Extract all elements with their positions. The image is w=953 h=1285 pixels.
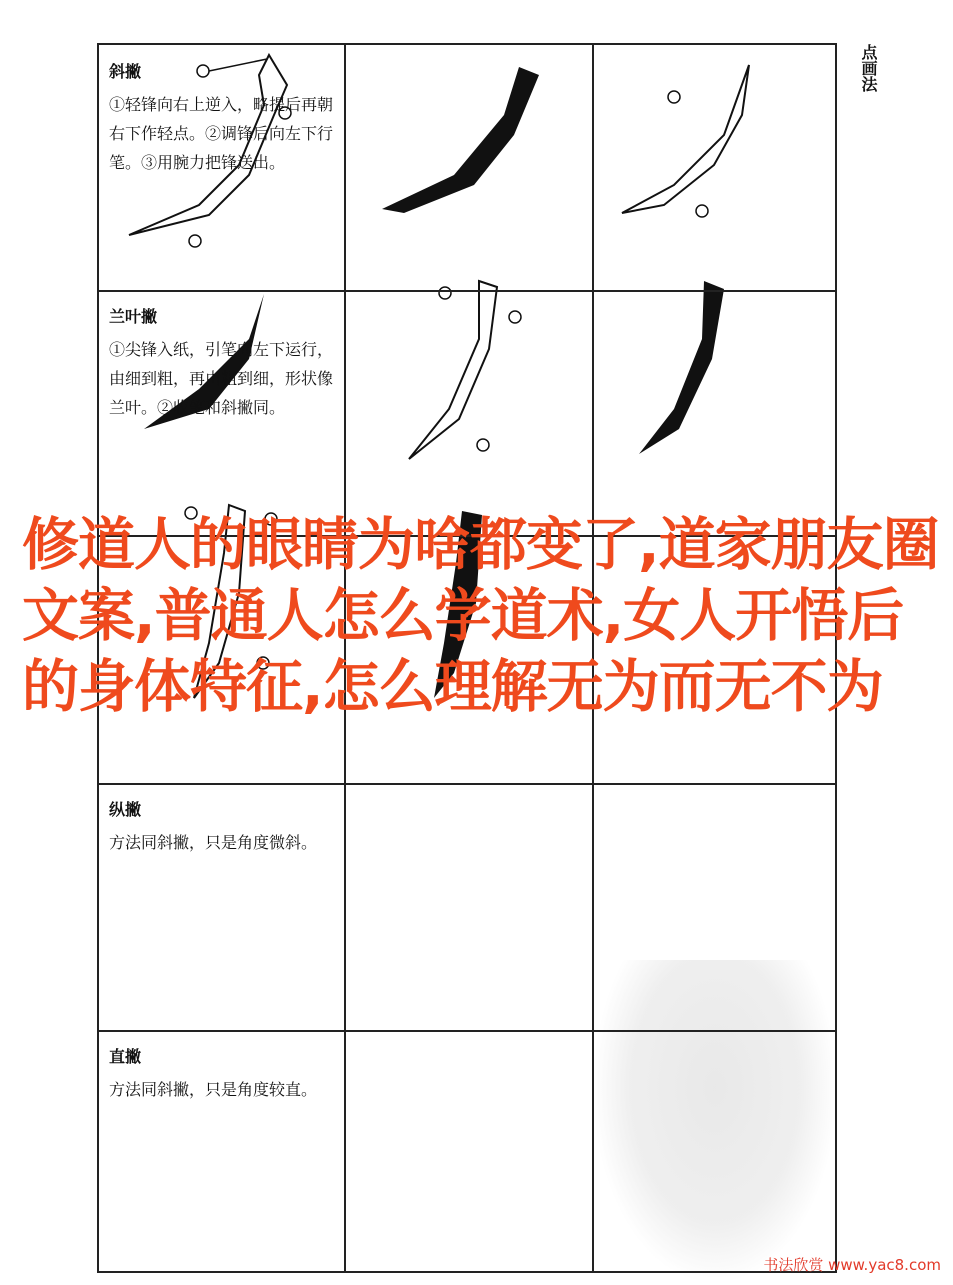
watermark: 书法欣赏 www.yac8.com xyxy=(763,1256,941,1274)
row-divider xyxy=(99,290,835,292)
row-text: ①尖锋入纸，引笔向左下运行，由细到粗，再由粗到细，形状像兰叶。②收笔和斜撇同。 xyxy=(109,340,334,417)
side-title: 点画法 xyxy=(859,44,878,92)
step-marker-2 xyxy=(509,311,521,323)
step-marker-1 xyxy=(668,91,680,103)
row-description xyxy=(109,57,339,177)
row-text: 方法同斜撇，只是角度微斜。 xyxy=(109,833,318,852)
row-text: ①轻锋向右上逆入，略提后再朝右下作轻点。②调锋后向左下行笔。③用腕力把锋送出。 xyxy=(109,95,334,172)
stroke-brush-diagram xyxy=(584,269,819,489)
row-divider xyxy=(99,783,835,785)
row-description xyxy=(109,302,339,422)
row-description xyxy=(109,795,339,857)
row-title: 兰叶撇 xyxy=(109,307,158,326)
step-marker-1 xyxy=(439,287,451,299)
overlay-title: 修道人的眼睛为啥都变了,道家朋友圈文案,普通人怎么学道术,女人开悟后的身体特征,怎么理解无为而无不为 xyxy=(22,512,939,720)
row-title: 纵撇 xyxy=(109,800,142,819)
row-title: 直撇 xyxy=(109,1047,142,1066)
step-marker-2 xyxy=(696,205,708,217)
row-text: 方法同斜撇，只是角度较直。 xyxy=(109,1080,318,1099)
stroke-outline-diagram xyxy=(584,45,824,265)
stroke-brush-diagram xyxy=(344,45,579,265)
row-divider xyxy=(99,1030,835,1032)
stroke-outline-diagram xyxy=(339,269,579,489)
step-marker-3 xyxy=(189,235,201,247)
step-marker-3 xyxy=(477,439,489,451)
row-description xyxy=(109,1042,339,1104)
row-title: 斜撇 xyxy=(109,62,142,81)
